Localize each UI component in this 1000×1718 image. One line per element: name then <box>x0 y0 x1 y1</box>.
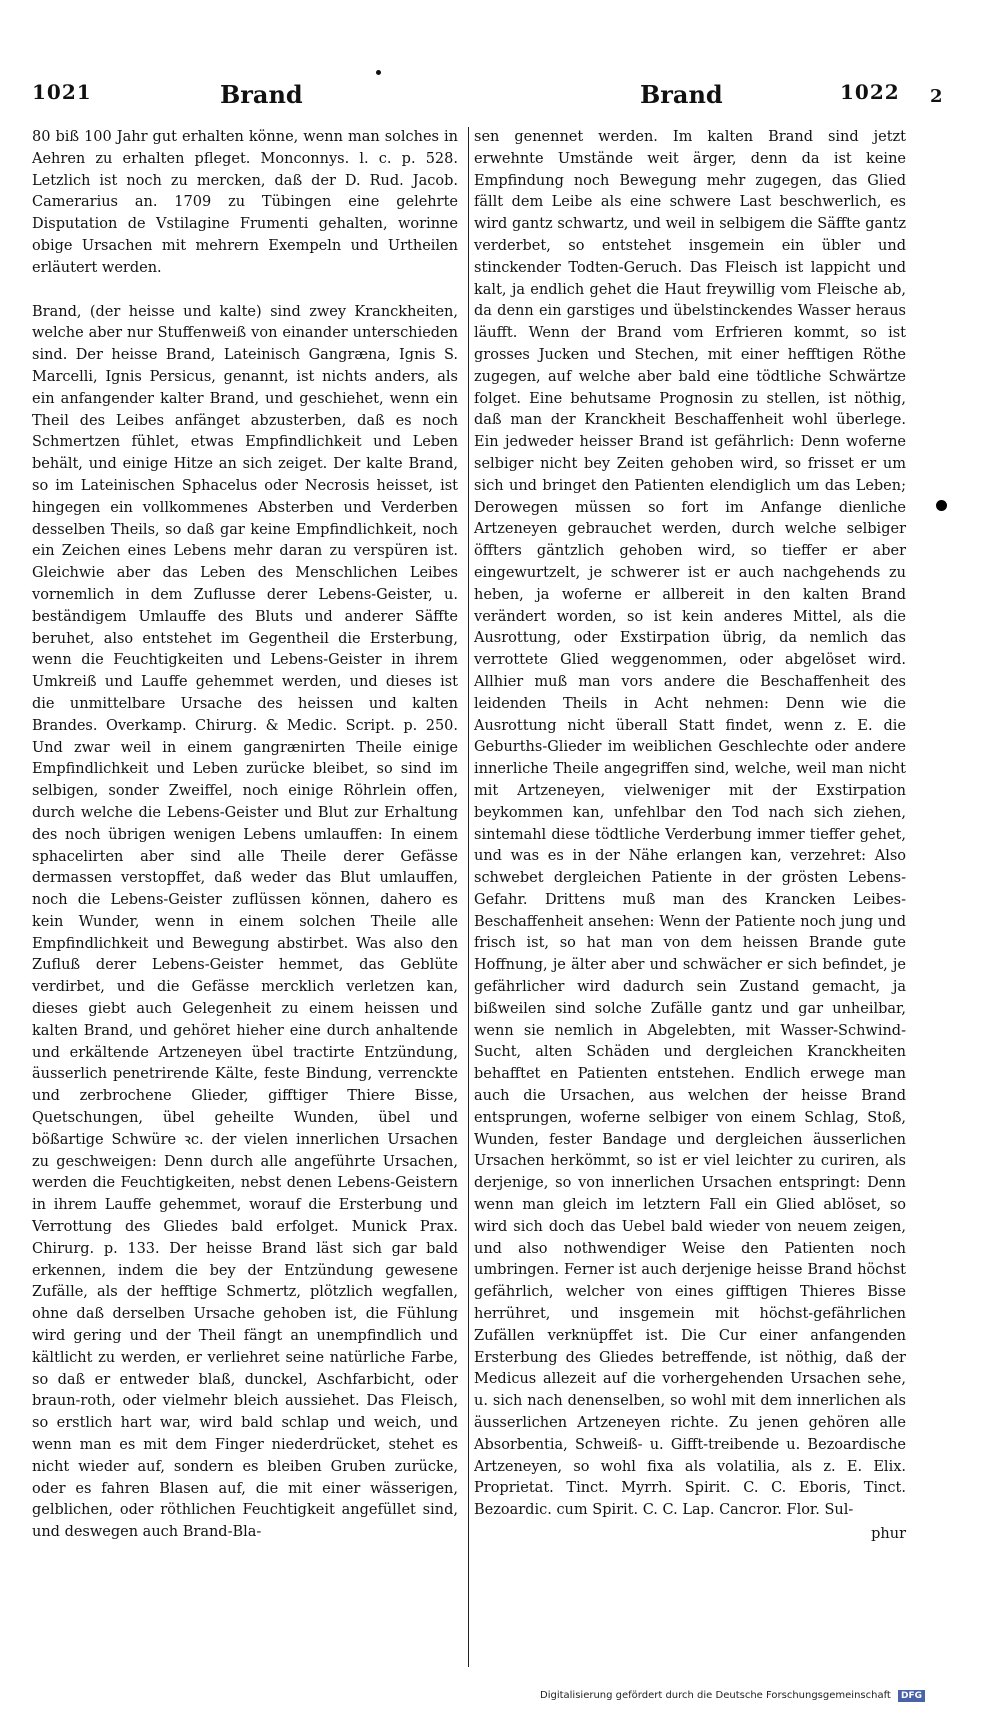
header-mark: 2 <box>930 86 943 107</box>
dfg-logo: DFG <box>898 1690 925 1702</box>
left-page-number: 1021 <box>32 80 92 104</box>
right-running-head: Brand <box>640 80 723 109</box>
margin-ink-blot <box>936 500 947 511</box>
column-divider <box>468 127 469 1667</box>
right-column <box>474 127 906 1546</box>
catchword: phur <box>871 1526 906 1542</box>
left-paragraph-1: 80 biß 100 Jahr gut erhalten könne, wenn man solches in Aehren zu erhalten pfleget. Monconnys. l. c. p. 528. Letzlich ist noch zu mercken, daß der D. Rud. Jacob. Camerarius an. 1709 zu Tübingen eine gelehrte Disputation de Vstilagine Frumenti gehalten, worinne obige Ursachen mit mehrern Exempeln und Urtheilen erläutert werden. <box>32 129 458 276</box>
digitization-footer <box>540 1690 925 1702</box>
footer-text: Digitalisierung gefördert durch die Deutsche Forschungsgemeinschaft <box>540 1690 891 1701</box>
right-paragraph-1: sen genennet werden. Im kalten Brand sind jetzt erwehnte Umstände weit ärger, denn da ist keine Empfindung noch Bewegung mehr zugegen, das Glied fällt dem Leibe als eine schwere Last beschwerlich, es wird gantz schwartz, und weil in selbigem die Säffte gantz verderbet, so entstehet insgemein ein übler und stinckender Todten-Geruch. Das Fleisch ist lappicht und kalt, ja endlich gehet die Haut freywillig vom Fleische ab, da denn ein garstiges und übelstinckendes Wasser heraus läufft. Wenn der Brand vom Erfrieren kommt, so ist grosses Jucken und Stechen, mit einer hefftigen Röthe zugegen, auf welche aber bald eine tödtliche Schwärtze folget. Eine behutsame Prognosin zu stellen, ist nöthig, daß man der Kranckheit Beschaffenheit wohl überlege. Ein jedweder heisser Brand ist gefährlich: Denn woferne selbiger nicht bey Zeiten gehoben wird, so frisset er um sich und bringet den Patienten elendiglich um das Leben; Derowegen müssen so fort im Anfange dienliche Artzeneyen gebrauchet werden, durch welche selbiger öffters gäntzlich gehoben wird, so tieffer er aber eingewurtzelt, je schwerer ist er auch nachgehends zu heben, ja woferne er allbereit in den kalten Brand verändert worden, so ist kein anderes Mittel, als die Ausrottung, oder Exstirpation übrig, da nemlich das verrottete Glied weggenommen, oder abgelöset wird. Allhier muß man vors andere die Beschaffenheit des leidenden Theils in Acht nehmen: Denn wie die Ausrottung nicht überall Statt findet, wenn z. E. die Geburths-Glieder im weiblichen Geschlechte oder andere innerliche Theile angegriffen sind, welche, weil man nicht mit Artzeneyen, vielweniger mit der Exstirpation beykommen kan, unfehlbar den Tod nach sich ziehen, sintemahl diese tödtliche Verderbung immer tieffer gehet, und was es in der Nähe erlangen kan, verzehret: Also schwebet dergleichen Patiente in der grösten Lebens-Gefahr. Drittens muß man des Krancken Leibes-Beschaffenheit ansehen: Wenn der Patiente noch jung und frisch ist, so hat man von dem heissen Brande gute Hoffnung, je älter aber und schwächer er sich befindet, je gefährlicher wird dadurch sein Zustand gemacht, ja bißweilen sind solche Zufälle gantz und gar unheilbar, wenn sie nemlich in Abgelebten, mit Wasser-Schwind-Sucht, alten Schäden und dergleichen Kranckheiten behafftet en Patienten entstehen. Endlich erwege man auch die Ursachen, aus welchen der heisse Brand entsprungen, woferne selbiger von einem Schlag, Stoß, Wunden, fester Bandage und dergleichen äusserlichen Ursachen herkömmt, so ist er viel leichter zu curiren, als derjenige, so von innerlichen Ursachen entspringt: Denn wenn man gleich im letztern Fall ein Glied ablöset, so wird sich doch das Uebel bald wieder von neuem zeigen, und also nothwendiger Weise den Patienten noch umbringen. Ferner ist auch derjenige heisse Brand höchst gefährlich, welcher von eines gifftigen Thieres Bisse herrühret, und insgemein mit höchst-gefährlichen Zufällen verknüpffet ist. Die Cur einer anfangenden Ersterbung des Gliedes betreffende, ist nöthig, daß der Medicus allezeit auf die vorhergehenden Ursachen sehe, u. sich nach denenselben, so wohl mit dem innerlichen als äusserlichen Artzeneyen richte. Zu jenen gehören alle Absorbentia, Schweiß- u. Gifft-treibende u. Bezoardische Artzeneyen, so wohl fixa als volatilia, als z. E. Elix. Proprietat. Tinct. Myrrh. Spirit. C. C. Eboris, Tinct. Bezoardic. cum Spirit. C. C. Lap. Cancror. Flor. Sul- <box>474 129 906 1519</box>
ink-dot <box>376 70 381 75</box>
left-paragraph-2: Brand, (der heisse und kalte) sind zwey Kranckheiten, welche aber nur Stuffenweiß von einander unterschieden sind. Der heisse Brand, Lateinisch Gangræna, Ignis S. Marcelli, Ignis Persicus, genannt, ist nichts anders, als ein anfangender kalter Brand, und geschiehet, wenn ein Theil des Leibes anfänget abzusterben, daß es noch Schmertzen fühlet, etwas Empfindlichkeit und Leben behält, und einige Hitze an sich zeiget. Der kalte Brand, so im Lateinischen Sphacelus oder Necrosis heisset, ist hingegen ein vollkommenes Absterben und Verderben desselben Theils, so daß gar keine Empfindlichkeit, noch ein Zeichen eines Lebens mehr daran zu verspüren ist. Gleichwie aber das Leben des Menschlichen Leibes vornemlich in dem Zuflusse derer Lebens-Geister, u. beständigem Umlauffe des Bluts und anderer Säffte beruhet, also entstehet im Gegentheil die Ersterbung, wenn die Feuchtigkeiten und Lebens-Geister in ihrem Umkreiß und Lauffe gehemmet werden, und dieses ist die unmittelbare Ursache des heissen und kalten Brandes. Overkamp. Chirurg. & Medic. Script. p. 250. Und zwar weil in einem gangrænirten Theile einige Empfindlichkeit und Leben zurücke bleibet, so sind im selbigen, sonder Zweiffel, noch einige Röhrlein offen, durch welche die Lebens-Geister und Blut zur Erhaltung des noch übrigen wenigen Lebens umlauffen: In einem sphacelirten aber sind alle Theile derer Gefässe dermassen verstopffet, daß weder das Blut umlauffen, noch die Lebens-Geister zuflüssen können, dahero es kein Wunder, wenn in einem solchen Theile alle Empfindlichkeit und Bewegung abstirbet. Was also den Zufluß derer Lebens-Geister hemmet, das Geblüte verdirbet, und die Gefässe mercklich verletzen kan, dieses giebt auch Gelegenheit zu einem heissen und kalten Brand, und gehöret hieher eine durch anhaltende und erkältende Artzeneyen übel tractirte Entzündung, äusserlich penetrirende Kälte, feste Bindung, verrenckte und zerbrochene Glieder, gifftiger Thiere Bisse, Quetschungen, übel geheilte Wunden, übel und bößartige Schwüre ꝛc. der vielen innerlichen Ursachen zu geschweigen: Denn durch alle angeführte Ursachen, werden die Feuchtigkeiten, nebst denen Lebens-Geistern in ihrem Lauffe gehemmet, worauf die Ersterbung und Verrottung des Gliedes bald erfolget. Munick Prax. Chirurg. p. 133. Der heisse Brand läst sich gar bald erkennen, indem die bey der Entzündung gewesene Zufälle, als der hefftige Schmertz, plötzlich wegfallen, ohne daß derselben Ursache gehoben ist, die Fühlung wird gering und der Theil fängt an unempfindlich und kältlicht zu werden, er verliehret seine natürliche Farbe, so daß er entweder blaß, dunckel, Aschfarbicht, oder braun-roth, oder vielmehr bleich aussiehet. Das Fleisch, so erstlich hart war, wird bald schlap und weich, und wenn man es mit dem Finger niederdrücket, stehet es nicht wieder auf, sondern es bleiben Gruben zurücke, oder es fahren Blasen auf, die mit einer wässerigen, gelblichen, oder röthlichen Feuchtigkeit angefüllet sind, und deswegen auch Brand-Bla- <box>32 303 458 1541</box>
left-running-head: Brand <box>220 80 303 109</box>
left-column <box>32 127 458 1544</box>
right-page-number: 1022 <box>840 80 900 104</box>
